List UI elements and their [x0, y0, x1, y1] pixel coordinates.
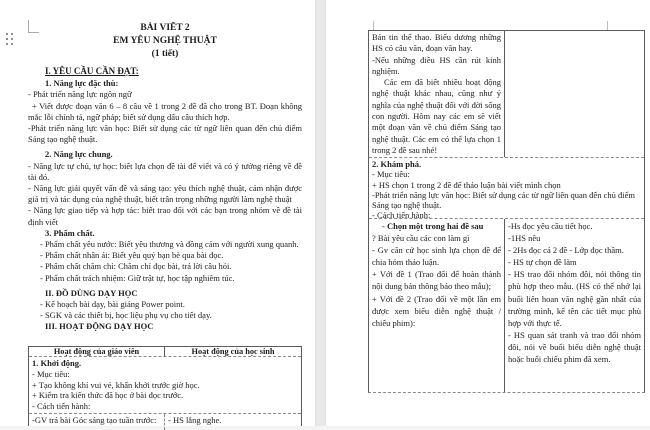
- body-paragraph: - Phát triển năng lực ngôn ngữ: [28, 89, 132, 100]
- table-cell-gv: -GV trả bài Góc sáng tạo tuần trước:: [29, 414, 165, 430]
- body-paragraph: - Phẩm chất yêu nước: Biết yêu thương và đồng cảm với người xung quanh.: [40, 239, 299, 250]
- table-line: - Cách tiến hành:: [32, 401, 91, 412]
- table-line: Bản tin thể thao. Biểu dương những HS có câu văn, đoạn văn hay.: [372, 32, 501, 54]
- lesson-table-page-1: [28, 346, 302, 426]
- table-line: - HS trao đổi nhóm đôi, nói thông tin phù hợp theo mẫu. (HS có thể nhớ lại buổi liên hoan văn nghệ gần nhất của trường mình, kể tên các tiết mục phù hợp với thực tế.: [508, 269, 641, 328]
- table-line: - Mục tiêu:: [32, 368, 70, 379]
- table-row-intro: [29, 357, 301, 414]
- table-line: - Mục tiêu:: [372, 169, 410, 180]
- table-line: Các em đã biết nhiều hoạt động nghệ thuật khác nhau, cũng như ý nghĩa của nghệ thuật đối với đời sống con người. Hôm nay các em sẽ viết một đoạn văn về chủ điểm Sáng tạo nghệ thuật. Các em có thể lựa chọn 1 trong 2 đề sau nhé!: [372, 77, 501, 155]
- document-page-1[interactable]: [0, 0, 315, 426]
- table-header-gv: Hoạt động của giáo viên: [29, 347, 165, 357]
- table-header-row: [29, 347, 301, 357]
- table-cell-merged: [29, 357, 301, 413]
- page-1-text: [28, 22, 302, 344]
- table-cell-hs: [505, 219, 644, 392]
- body-paragraph: - SGK và các thiết bị, học liệu phụ vụ cho tiết dạy.: [40, 310, 212, 321]
- section-heading: II. ĐỒ DÙNG DẠY HỌC: [45, 287, 138, 298]
- drag-handle-icon[interactable]: [6, 33, 14, 47]
- doc-title-line: (1 tiết): [151, 49, 179, 59]
- table-line: ? Bài yêu cầu các con làm gì: [372, 233, 470, 244]
- table-line: + HS chọn 1 trong 2 đề để thảo luận bài viết mình chọn: [372, 179, 561, 190]
- table-line: + Tạo không khí vui vẻ, khấn khởi trước giờ học.: [32, 379, 200, 390]
- section-heading: 1. Năng lực đặc thù:: [45, 78, 119, 89]
- table-line: 2. Khám phá.: [372, 159, 422, 169]
- body-paragraph: - Năng lực giao tiếp và hợp tác: biết trao đổi với các bạn trong nhóm về đề tài định viết: [28, 205, 302, 227]
- body-paragraph: - Năng lực giải quyết vấn đề và sáng tạo: yêu thích nghệ thuật, cảm nhận được giá trị và tác dụng của nghệ thuật, biết trân trọng những người làm nghệ thuật: [28, 183, 302, 205]
- section-heading: 3. Phẩm chất.: [45, 227, 95, 238]
- table-cell-merged: [369, 158, 644, 218]
- table-line: - HS tự chọn đề làm: [508, 257, 577, 268]
- table-row-section: [369, 158, 644, 219]
- body-paragraph: - Phẩm chất chăm chỉ: Chăm chỉ đọc bài, trả lời câu hỏi.: [40, 261, 232, 272]
- doc-title-line: BÀI VIẾT 2: [140, 23, 190, 33]
- page-gutter: [315, 0, 326, 426]
- document-page-2[interactable]: [326, 0, 650, 426]
- table-line: - Chọn một trong hai đề sau: [382, 221, 484, 231]
- section-heading: I. YÊU CẦU CẦN ĐẠT:: [45, 66, 139, 76]
- body-paragraph: - Năng lực tự chủ, tự học: biết lựa chọn đề tài để viết và có ý tưởng riêng về đề tài đó.: [28, 160, 302, 182]
- table-line: 1. Khởi động.: [32, 358, 82, 368]
- body-paragraph: - Phẩm chất trách nhiệm: Giữ trật tự, học tập nghiêm túc.: [40, 272, 235, 283]
- body-paragraph: + Viết được đoạn văn 6 – 8 câu về 1 trong 2 đề đã cho trong BT. Đoạn không mắc lỗi chính tả, ngữ pháp; biết sử dụng dấu câu thích hợp.: [28, 100, 302, 122]
- table-header-hs: Hoạt động của học sinh: [191, 346, 275, 356]
- section-heading: 2. Năng lực chung.: [45, 149, 113, 160]
- table-cell-hs: - HS lắng nghe.: [168, 414, 222, 425]
- table-line: - HS quan sát tranh và trao đổi nhóm đôi, nói về buổi biểu diễn nghệ thuật hoặc buổi chiếu phim đã xem.: [508, 329, 641, 365]
- table-line: + Kiểm tra kiến thức đã học ở bài đọc trước.: [32, 390, 184, 401]
- table-line: - Gv căn cứ học sinh lựa chọn đề để chia hóm thảo luận.: [372, 245, 501, 268]
- table-line: + Với đề 1 (Trao đổi để hoàn thành nội dung bản thông báo theo mẫu);: [372, 269, 501, 292]
- lesson-table-page-2: [368, 30, 645, 393]
- table-row: [29, 414, 301, 430]
- table-line: -1HS nêu: [508, 233, 541, 244]
- table-line: -Hs đọc yêu cầu tiết học.: [508, 221, 593, 231]
- table-row-continuation: [369, 31, 644, 158]
- body-paragraph: - Phẩm chất nhân ái: Biết yêu quý bạn bè qua bài đọc.: [40, 250, 224, 261]
- doc-title-line: EM YÊU NGHỆ THUẬT: [113, 36, 217, 46]
- table-cell-gv: [369, 31, 505, 157]
- table-line: + Với đề 2 (Trao đổi về một lần em được xem biểu diễn nghệ thuật / chiếu phim):: [372, 293, 501, 328]
- body-paragraph: - Kế hoạch bài dạy, bài giảng Power point.: [40, 299, 185, 310]
- table-line: - Cách tiến hành:: [372, 210, 431, 218]
- table-cell-gv: [369, 219, 505, 392]
- table-line: -Phát triển năng lực văn học: Biết sử dụng các từ ngữ liên quan đến chủ điểm Sáng tạo nghệ thuật.: [372, 189, 635, 211]
- table-line: - 2Hs đọc cả 2 đề - Lớp đọc thầm.: [508, 245, 624, 256]
- table-row-activity: [369, 219, 644, 392]
- table-line: -Nếu những điều HS cần rút kinh nghiệm.: [372, 54, 501, 76]
- body-paragraph: -Phát triển năng lực văn học: Biết sử dụng các từ ngữ liên quan đến chủ điểm Sáng tạo nghệ thuật.: [28, 123, 302, 145]
- section-heading: III. HOẠT ĐỘNG DẠY HỌC: [45, 321, 154, 332]
- table-cell-hs-empty: [505, 31, 644, 157]
